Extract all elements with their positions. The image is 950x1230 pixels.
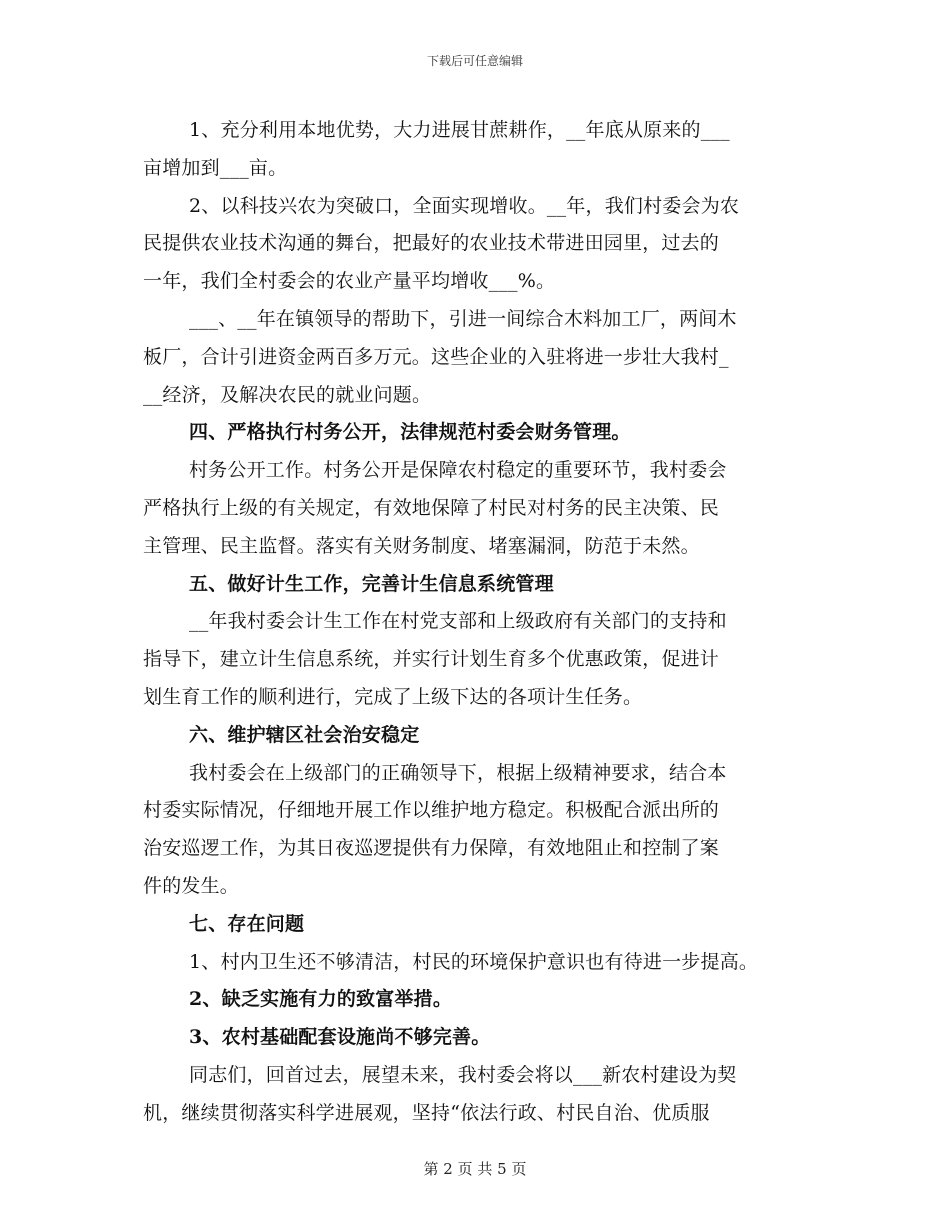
paragraph-line: __经济，及解决农民的就业问题。 — [143, 383, 432, 406]
paragraph-line: 一年，我们全村委会的农业产量平均增收___%。 — [143, 270, 556, 293]
paragraph-line: 民提供农业技术沟通的舞台，把最好的农业技术带进田园里，过去的 — [143, 232, 720, 255]
paragraph-line: 主管理、民主监督。落实有关财务制度、堵塞漏洞，防范于未然。 — [143, 534, 700, 557]
paragraph-line: 同志们，回首过去，展望未来，我村委会将以___新农村建设为契 — [189, 1063, 737, 1086]
paragraph-line: 板厂，合计引进资金两百多万元。这些企业的入驻将进一步壮大我村_ — [143, 345, 729, 368]
paragraph-line: 严格执行上级的有关规定，有效地保障了村民对村务的民主决策、民 — [143, 496, 720, 519]
section-heading-line: 2、缺乏实施有力的致富举措。 — [189, 988, 453, 1011]
paragraph-line: 机，继续贯彻落实科学进展观，坚持“依法行政、村民自治、优质服 — [143, 1101, 710, 1124]
section-heading-line: 3、农村基础配套设施尚不够完善。 — [189, 1026, 491, 1049]
paragraph-line: 指导下，建立计生信息系统，并实行计划生育多个优惠政策，促进计 — [143, 648, 720, 671]
paragraph-line: 亩增加到___亩。 — [143, 156, 288, 179]
paragraph-line: 2、以科技兴农为突破口，全面实现增收。__年，我们村委会为农 — [189, 194, 740, 217]
section-heading-line: 五、做好计生工作，完善计生信息系统管理 — [189, 572, 554, 595]
paragraph-line: 治安巡逻工作，为其日夜巡逻提供有力保障，有效地阻止和控制了案 — [143, 837, 720, 860]
paragraph-line: __年我村委会计生工作在村党支部和上级政府有关部门的支持和 — [189, 610, 727, 633]
section-heading-line: 四、严格执行村务公开，法律规范村委会财务管理。 — [189, 421, 631, 444]
page-number-footer: 第 2 页 共 5 页 — [423, 1160, 527, 1178]
section-heading-line: 七、存在问题 — [189, 912, 305, 935]
paragraph-line: 村委实际情况，仔细地开展工作以维护地方稳定。积极配合派出所的 — [143, 799, 720, 822]
paragraph-line: 村务公开工作。村务公开是保障农村稳定的重要环节，我村委会 — [189, 459, 727, 482]
paragraph-line: 划生育工作的顺利进行，完成了上级下达的各项计生任务。 — [143, 685, 643, 708]
paragraph-line: 我村委会在上级部门的正确领导下，根据上级精神要求，结合本 — [189, 761, 727, 784]
document-body — [143, 112, 811, 1133]
paragraph-line: 1、村内卫生还不够清洁，村民的环境保护意识也有待进一步提高。 — [189, 950, 759, 973]
page-header-note: 下载后可任意编辑 — [426, 54, 523, 68]
section-heading-line: 六、维护辖区社会治安稳定 — [189, 723, 420, 746]
paragraph-line: 1、充分利用本地优势，大力进展甘蔗耕作，__年底从原来的___ — [189, 119, 730, 141]
paragraph-line: 件的发生。 — [143, 874, 240, 897]
paragraph-line: ___、__年在镇领导的帮助下，引进一间综合木料加工厂，两间木 — [189, 307, 737, 330]
